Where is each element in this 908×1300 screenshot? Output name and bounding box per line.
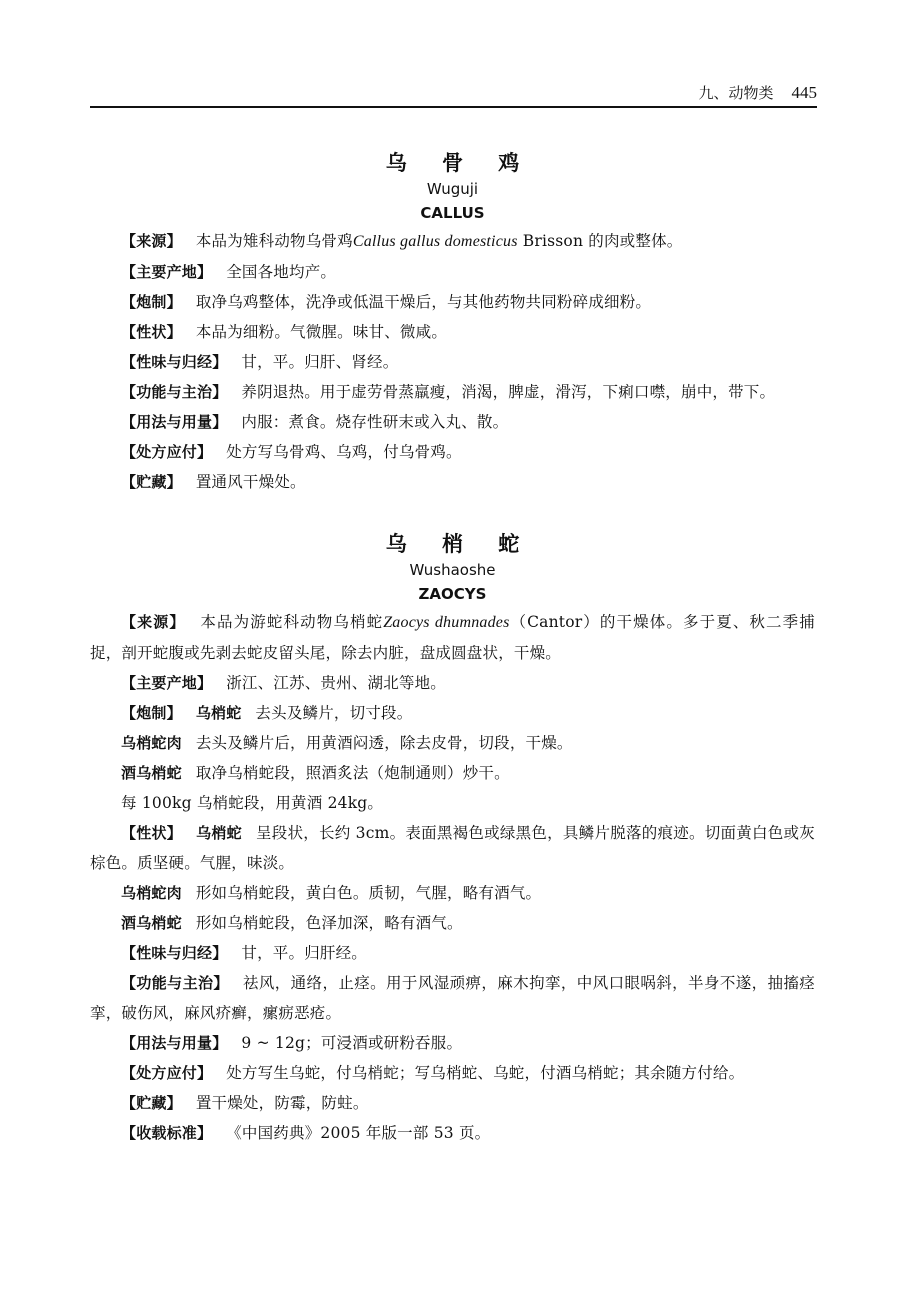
origin-paragraph bbox=[90, 668, 815, 698]
entry-title: 乌 梢 蛇 bbox=[385, 532, 534, 556]
running-head bbox=[90, 68, 817, 108]
page-body bbox=[90, 148, 815, 1148]
usage-text: 9 ~ 12g；可浸酒或研粉吞服。 bbox=[241, 1034, 463, 1052]
prescription-label: 【处方应付】 bbox=[121, 443, 213, 461]
source-text: 本品为雉科动物乌骨鸡 bbox=[195, 232, 353, 250]
source-text: 本品为游蛇科动物乌梢蛇 bbox=[199, 613, 384, 631]
traits-meat-paragraph bbox=[90, 878, 815, 908]
source-label: 【来源】 bbox=[121, 613, 186, 631]
running-head-text bbox=[698, 82, 817, 103]
traits-text: 本品为细粉。气微腥。味甘、微咸。 bbox=[195, 323, 448, 341]
process-wine-paragraph bbox=[90, 758, 815, 788]
storage-label: 【贮藏】 bbox=[121, 473, 182, 491]
usage-text: 内服：煮食。烧存性研末或入丸、散。 bbox=[241, 413, 509, 431]
usage-paragraph bbox=[90, 1028, 815, 1058]
source-latin: Zaocys dhumnades bbox=[383, 614, 510, 631]
process-paragraph bbox=[90, 287, 815, 317]
source-latin: Callus gallus domesticus bbox=[352, 233, 518, 250]
origin-text: 浙江、江苏、贵州、湖北等地。 bbox=[226, 674, 447, 692]
process-text: 取净乌鸡整体，洗净或低温干燥后，与其他药物共同粉碎成细粉。 bbox=[195, 293, 652, 311]
storage-label: 【贮藏】 bbox=[121, 1094, 182, 1112]
process-text: 取净乌梢蛇段，照酒炙法（炮制通则）炒干。 bbox=[195, 764, 510, 782]
process-subhead: 乌梢蛇肉 bbox=[121, 734, 182, 752]
traits-subhead: 乌梢蛇 bbox=[196, 824, 242, 842]
origin-paragraph bbox=[90, 257, 815, 287]
entry-title: 乌 骨 鸡 bbox=[385, 151, 534, 175]
source-text-end: （Cantor）的干燥体。多于夏、秋二季捕捉，剖开蛇腹或先剥去蛇皮留头尾，除去内脏，盘成圆盘状，干燥。 bbox=[90, 613, 815, 662]
process-text: 每 100kg 乌梢蛇段，用黄酒 24kg。 bbox=[121, 794, 384, 812]
traits-text: 形如乌梢蛇段，色泽加深，略有酒气。 bbox=[195, 914, 463, 932]
prescription-text: 处方写乌骨鸡、乌鸡，付乌骨鸡。 bbox=[226, 443, 462, 461]
traits-subhead: 乌梢蛇肉 bbox=[121, 884, 182, 902]
prescription-paragraph bbox=[90, 1058, 815, 1088]
traits-text: 呈段状，长约 3cm。表面黑褐色或绿黑色，具鳞片脱落的痕迹。切面黄白色或灰棕色。质坚硬。气腥，味淡。 bbox=[90, 824, 815, 872]
origin-label: 【主要产地】 bbox=[121, 263, 213, 281]
prescription-label: 【处方应付】 bbox=[121, 1064, 213, 1082]
storage-paragraph bbox=[90, 1088, 815, 1118]
section-name: 九、动物类 bbox=[698, 84, 774, 102]
entry-latin-name: CALLUS bbox=[420, 204, 485, 222]
traits-label: 【性状】 bbox=[121, 824, 183, 842]
function-text: 养阴退热。用于虚劳骨蒸羸瘦，消渴，脾虚，滑泻，下痢口噤，崩中，带下。 bbox=[241, 383, 776, 401]
entry-wuguji bbox=[90, 148, 815, 497]
function-label: 【功能与主治】 bbox=[121, 974, 229, 992]
nature-paragraph bbox=[90, 938, 815, 968]
nature-text: 甘，平。归肝经。 bbox=[241, 944, 368, 962]
process-paragraph bbox=[90, 698, 815, 728]
origin-label: 【主要产地】 bbox=[121, 674, 213, 692]
origin-text: 全国各地均产。 bbox=[226, 263, 337, 281]
standard-text: 《中国药典》2005 年版一部 53 页。 bbox=[226, 1124, 491, 1142]
nature-label: 【性味与归经】 bbox=[121, 353, 228, 371]
storage-text: 置干燥处，防霉，防蛀。 bbox=[195, 1094, 369, 1112]
storage-paragraph bbox=[90, 467, 815, 497]
function-paragraph bbox=[90, 968, 815, 1028]
process-text: 去头及鳞片，切寸段。 bbox=[255, 704, 413, 722]
traits-wine-paragraph bbox=[90, 908, 815, 938]
source-text-end: Brisson 的肉或整体。 bbox=[517, 232, 683, 250]
page-number: 445 bbox=[791, 83, 817, 102]
entry-latin-name: ZAOCYS bbox=[418, 585, 487, 603]
storage-text: 置通风干燥处。 bbox=[195, 473, 306, 491]
header-rule bbox=[90, 106, 817, 108]
source-paragraph bbox=[90, 607, 815, 668]
process-subhead: 酒乌梢蛇 bbox=[121, 764, 182, 782]
function-paragraph bbox=[90, 377, 815, 407]
traits-subhead: 酒乌梢蛇 bbox=[121, 914, 182, 932]
traits-paragraph bbox=[90, 317, 815, 347]
function-label: 【功能与主治】 bbox=[121, 383, 228, 401]
source-paragraph bbox=[90, 226, 815, 257]
process-text: 去头及鳞片后，用黄酒闷透，除去皮骨，切段，干燥。 bbox=[195, 734, 573, 752]
entry-pinyin: Wushaoshe bbox=[409, 561, 496, 579]
nature-text: 甘，平。归肝、肾经。 bbox=[241, 353, 399, 371]
usage-paragraph bbox=[90, 407, 815, 437]
process-label: 【炮制】 bbox=[121, 293, 182, 311]
nature-paragraph bbox=[90, 347, 815, 377]
usage-label: 【用法与用量】 bbox=[121, 1034, 228, 1052]
process-meat-paragraph bbox=[90, 728, 815, 758]
traits-paragraph bbox=[90, 818, 815, 878]
entry-wushaoshe bbox=[90, 529, 815, 1148]
prescription-text: 处方写生乌蛇，付乌梢蛇；写乌梢蛇、乌蛇，付酒乌梢蛇；其余随方付给。 bbox=[226, 1064, 745, 1082]
prescription-paragraph bbox=[90, 437, 815, 467]
process-label: 【炮制】 bbox=[121, 704, 182, 722]
standard-label: 【收载标准】 bbox=[121, 1124, 213, 1142]
nature-label: 【性味与归经】 bbox=[121, 944, 228, 962]
entry-pinyin: Wuguji bbox=[426, 180, 479, 198]
usage-label: 【用法与用量】 bbox=[121, 413, 228, 431]
standard-paragraph bbox=[90, 1118, 815, 1148]
traits-text: 形如乌梢蛇段，黄白色。质韧，气腥，略有酒气。 bbox=[195, 884, 542, 902]
source-label: 【来源】 bbox=[121, 232, 182, 250]
process-subhead: 乌梢蛇 bbox=[195, 704, 242, 722]
function-text: 祛风，通络，止痉。用于风湿顽痹，麻木拘挛，中风口眼㖞斜，半身不遂，抽搐痉挛，破伤风，麻风疥癣，瘰疬恶疮。 bbox=[90, 974, 816, 1022]
process-ratio-paragraph bbox=[90, 788, 815, 818]
traits-label: 【性状】 bbox=[121, 323, 182, 341]
